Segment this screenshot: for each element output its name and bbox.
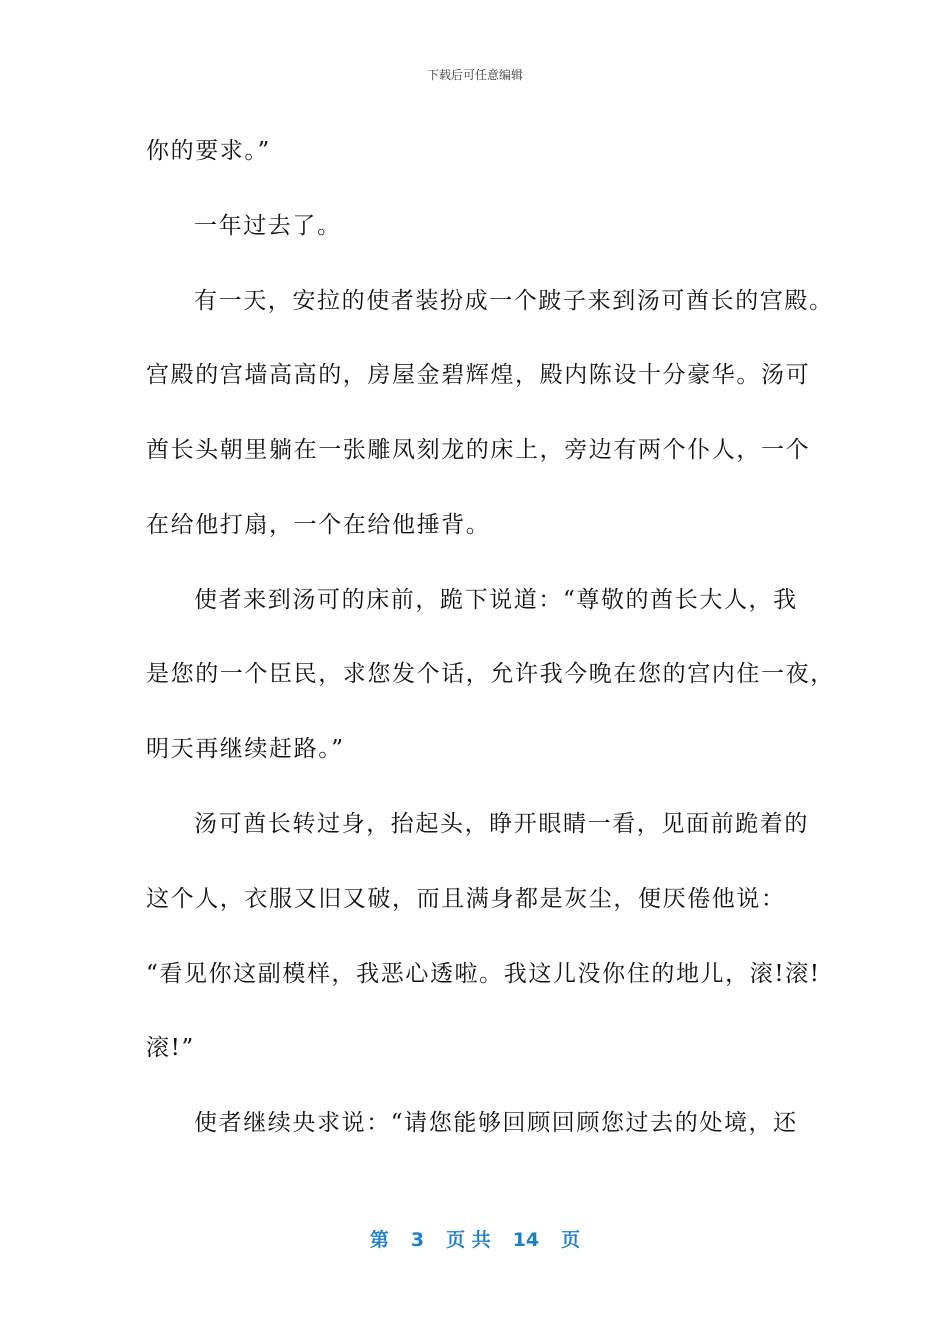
text-line: 使者来到汤可的床前，跪下说道：“尊敬的酋长大人，我 [194, 587, 798, 613]
text-line: 这个人，衣服又旧又破，而且满身都是灰尘，便厌倦他说： [146, 886, 786, 912]
text-line: 滚!” [146, 1035, 195, 1061]
footer-total-pages: 14 [512, 1229, 540, 1251]
text-line: 汤可酋长转过身，抬起头，睁开眼睛一看，见面前跪着的 [194, 811, 809, 837]
footer-page-number: 3 [410, 1229, 425, 1251]
text-line: 是您的一个臣民，求您发个话，允许我今晚在您的宫内住一夜， [146, 661, 835, 687]
text-line: 明天再继续赶路。” [146, 736, 345, 762]
text-line: 使者继续央求说：“请您能够回顾回顾您过去的处境，还 [194, 1110, 798, 1136]
text-line: “看见你这副模样，我恶心透啦。我这儿没你住的地儿，滚!滚! [146, 961, 821, 987]
text-line: 酋长头朝里躺在一张雕凤刻龙的床上，旁边有两个仆人，一个 [146, 437, 811, 463]
text-line: 你的要求。” [146, 138, 271, 164]
footer-suffix: 页 [561, 1229, 581, 1251]
footer-middle: 页 共 [446, 1229, 491, 1251]
footer-prefix: 第 [369, 1229, 389, 1251]
text-line: 有一天，安拉的使者装扮成一个跛子来到汤可酋长的宫殿。 [194, 288, 834, 314]
page-footer [0, 1225, 950, 1252]
header-note: 下载后可任意编辑 [426, 68, 523, 82]
text-line: 一年过去了。 [194, 213, 342, 239]
text-line: 在给他打扇，一个在给他捶背。 [146, 512, 491, 538]
text-line: 宫殿的宫墙高高的，房屋金碧辉煌，殿内陈设十分豪华。汤可 [146, 362, 811, 388]
